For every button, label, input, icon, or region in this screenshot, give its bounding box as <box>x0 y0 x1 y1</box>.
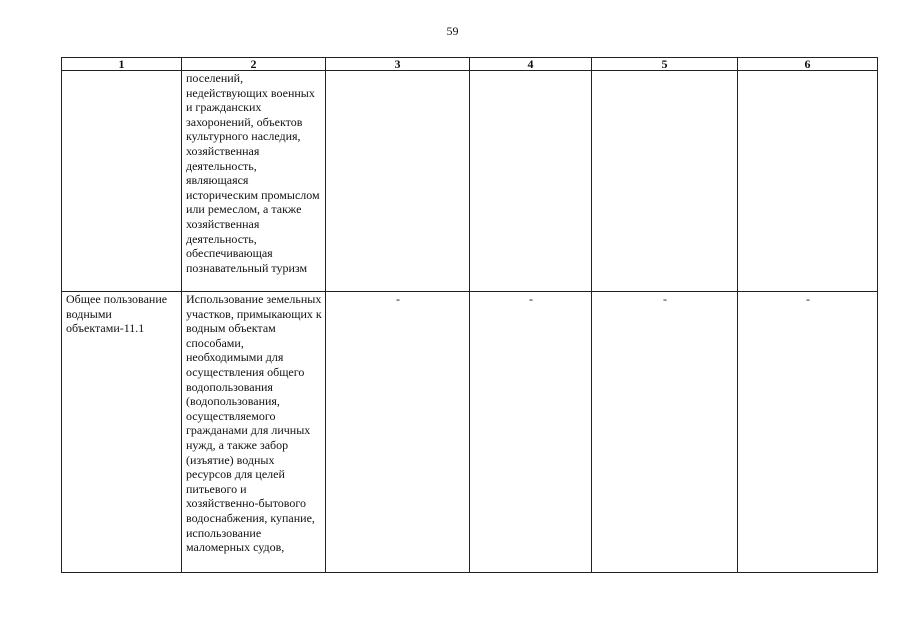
column-header-6: 6 <box>738 58 878 71</box>
table-cell-description: поселений, недействующих военных и гражданских захоронений, объектов культурного наследия, хозяйственная деятельность, являющаяся историческим промыслом или ремеслом, а также хозяйственная деятельность, обеспечивающая познавательный туризм <box>182 71 326 292</box>
page-number: 59 <box>446 24 459 38</box>
column-header-3: 3 <box>326 58 470 71</box>
table-row <box>62 71 878 292</box>
table-cell <box>326 71 470 292</box>
table-cell <box>592 71 738 292</box>
table-cell: - <box>470 292 592 573</box>
column-header-1: 1 <box>62 58 182 71</box>
table-header-row <box>62 58 878 71</box>
table-cell <box>470 71 592 292</box>
table-row <box>62 292 878 573</box>
document-table <box>61 57 878 573</box>
column-header-2: 2 <box>182 58 326 71</box>
table-cell: - <box>326 292 470 573</box>
table-cell: - <box>738 292 878 573</box>
column-header-5: 5 <box>592 58 738 71</box>
table-cell-description: Использование земельных участков, примыкающих к водным объектам способами, необходимыми для осуществления общего водопользования (водопользования, осуществляемого гражданами для личных нужд, а также забор (изъятие) водных ресурсов для целей питьевого и хозяйственно-бытового водоснабжения, купание, использование маломерных судов, <box>182 292 326 573</box>
table-cell <box>62 71 182 292</box>
table-cell <box>738 71 878 292</box>
table-cell: - <box>592 292 738 573</box>
table-cell-land-use-type: Общее пользование водными объектами-11.1 <box>62 292 182 573</box>
column-header-4: 4 <box>470 58 592 71</box>
